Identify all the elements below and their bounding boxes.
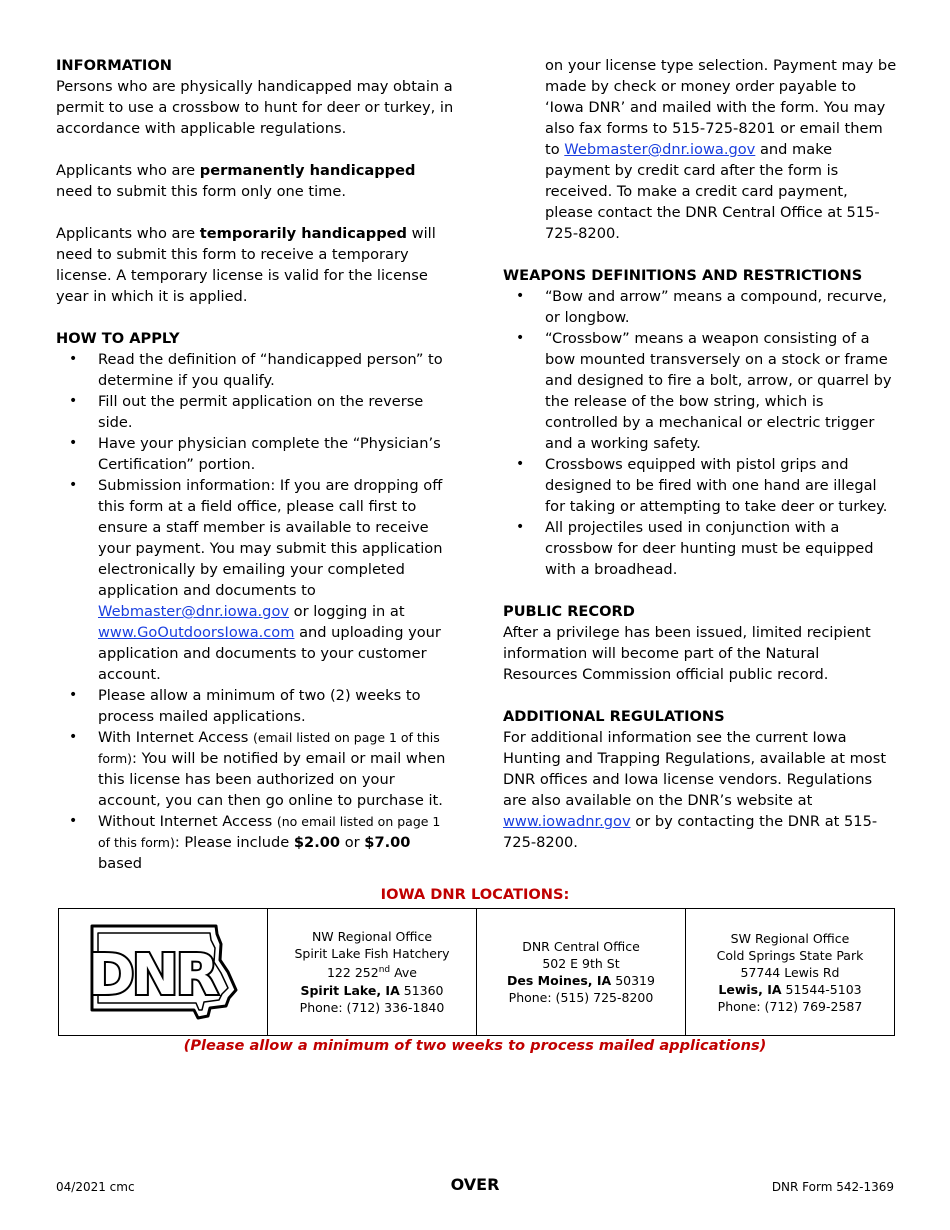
list-item: • Please allow a minimum of two (2) weeks to process mailed applications. [56,685,456,727]
iowadnr-link[interactable]: www.iowadnr.gov [503,813,631,830]
information-paragraph-2: Applicants who are permanently handicapped need to submit this form only one time. [56,162,416,200]
locations-title: IOWA DNR LOCATIONS: [380,886,570,903]
list-item: • “Bow and arrow” means a compound, recurve, or longbow. [503,286,898,328]
list-item: • Fill out the permit application on the reverse side. [56,391,456,433]
dnr-logo-icon [88,920,238,1020]
list-item: • Crossbows equipped with pistol grips and designed to be fired with one hand are illegal for taking or attempting to take deer or turkey. [503,454,898,517]
information-heading: INFORMATION [56,57,172,74]
list-item: • Without Internet Access (no email listed on page 1 of this form): Please include $2.00 or $7.00 based [56,811,456,874]
footer-over: OVER [450,1175,500,1194]
footer-form-number: DNR Form 542-1369 [771,1180,894,1194]
payment-continuation: on your license type selection. Payment may be made by check or money order payable to ‘Iowa DNR’ and mailed with the form. You may also fax forms to 515-725-8201 or email them to Webmaster@dnr.iowa.gov and make payment by credit card after the form is received. To make a credit card payment, please contact the DNR Central Office at 515-725-8200. [545,57,897,242]
processing-note: (Please allow a minimum of two weeks to process mailed applications) [183,1037,767,1054]
list-item: • Submission information: If you are dropping off this form at a field office, please call first to ensure a staff member is available to receive your payment. You may submit this application electronically by emailing your completed application and documents to Webmaster@dnr.iowa.gov or logging in at www.GoOutdoorsIowa.com and uploading your application and documents to your customer account. [56,475,456,685]
sw-regional-office: SW Regional Office Cold Springs State Park 57744 Lewis Rd Lewis, IA 51544-5103 Phone: (712) 769-2587 [686,909,895,1036]
how-to-apply-heading: HOW TO APPLY [56,330,180,347]
locations-table [58,908,895,1036]
svg-text:DNR: DNR [88,943,216,1008]
dnr-logo-cell [59,909,268,1036]
left-column [56,55,456,874]
webmaster-email-link-2[interactable]: Webmaster@dnr.iowa.gov [564,141,756,158]
gooutdoorsiowa-link[interactable]: www.GoOutdoorsIowa.com [98,624,295,641]
additional-regulations-heading: ADDITIONAL REGULATIONS [503,708,725,725]
list-item: • Have your physician complete the “Physician’s Certification” portion. [56,433,456,475]
webmaster-email-link[interactable]: Webmaster@dnr.iowa.gov [98,603,290,620]
information-paragraph-1: Persons who are physically handicapped may obtain a permit to use a crossbow to hunt for deer or turkey, in accordance with applicable regulations. [56,78,454,137]
public-record-heading: PUBLIC RECORD [503,603,635,620]
nw-regional-office: NW Regional Office Spirit Lake Fish Hatchery 122 252nd Ave Spirit Lake, IA 51360 Phone: (712) 336-1840 [268,909,477,1036]
list-item: • With Internet Access (email listed on page 1 of this form): You will be notified by email or mail when this license has been authorized on your account, you can then go online to purchase it. [56,727,456,811]
information-paragraph-3: Applicants who are temporarily handicapped will need to submit this form to receive a temporary license. A temporary license is valid for the license year in which it is applied. [56,225,436,305]
public-record-text: After a privilege has been issued, limited recipient information will become part of the Natural Resources Commission official public record. [503,624,871,683]
weapons-list [503,286,898,580]
dnr-central-office: DNR Central Office 502 E 9th St Des Moines, IA 50319 Phone: (515) 725-8200 [477,909,686,1036]
list-item: • All projectiles used in conjunction with a crossbow for deer hunting must be equipped with a broadhead. [503,517,898,580]
footer-date-code: 04/2021 cmc [56,1180,135,1194]
list-item: • “Crossbow” means a weapon consisting of a bow mounted transversely on a stock or frame and designed to fire a bolt, arrow, or quarrel by the release of the bow string, which is controlled by a mechanical or electric trigger and a working safety. [503,328,898,454]
weapons-heading: WEAPONS DEFINITIONS AND RESTRICTIONS [503,267,863,284]
additional-regulations-text: For additional information see the current Iowa Hunting and Trapping Regulations, available at most DNR offices and Iowa license vendors. Regulations are also available on the DNR’s website at www.iowadnr.gov or by contacting the DNR at 515-725-8200. [503,729,887,851]
right-column [503,55,898,853]
list-item: • Read the definition of “handicapped person” to determine if you qualify. [56,349,456,391]
how-to-apply-list [56,349,456,874]
